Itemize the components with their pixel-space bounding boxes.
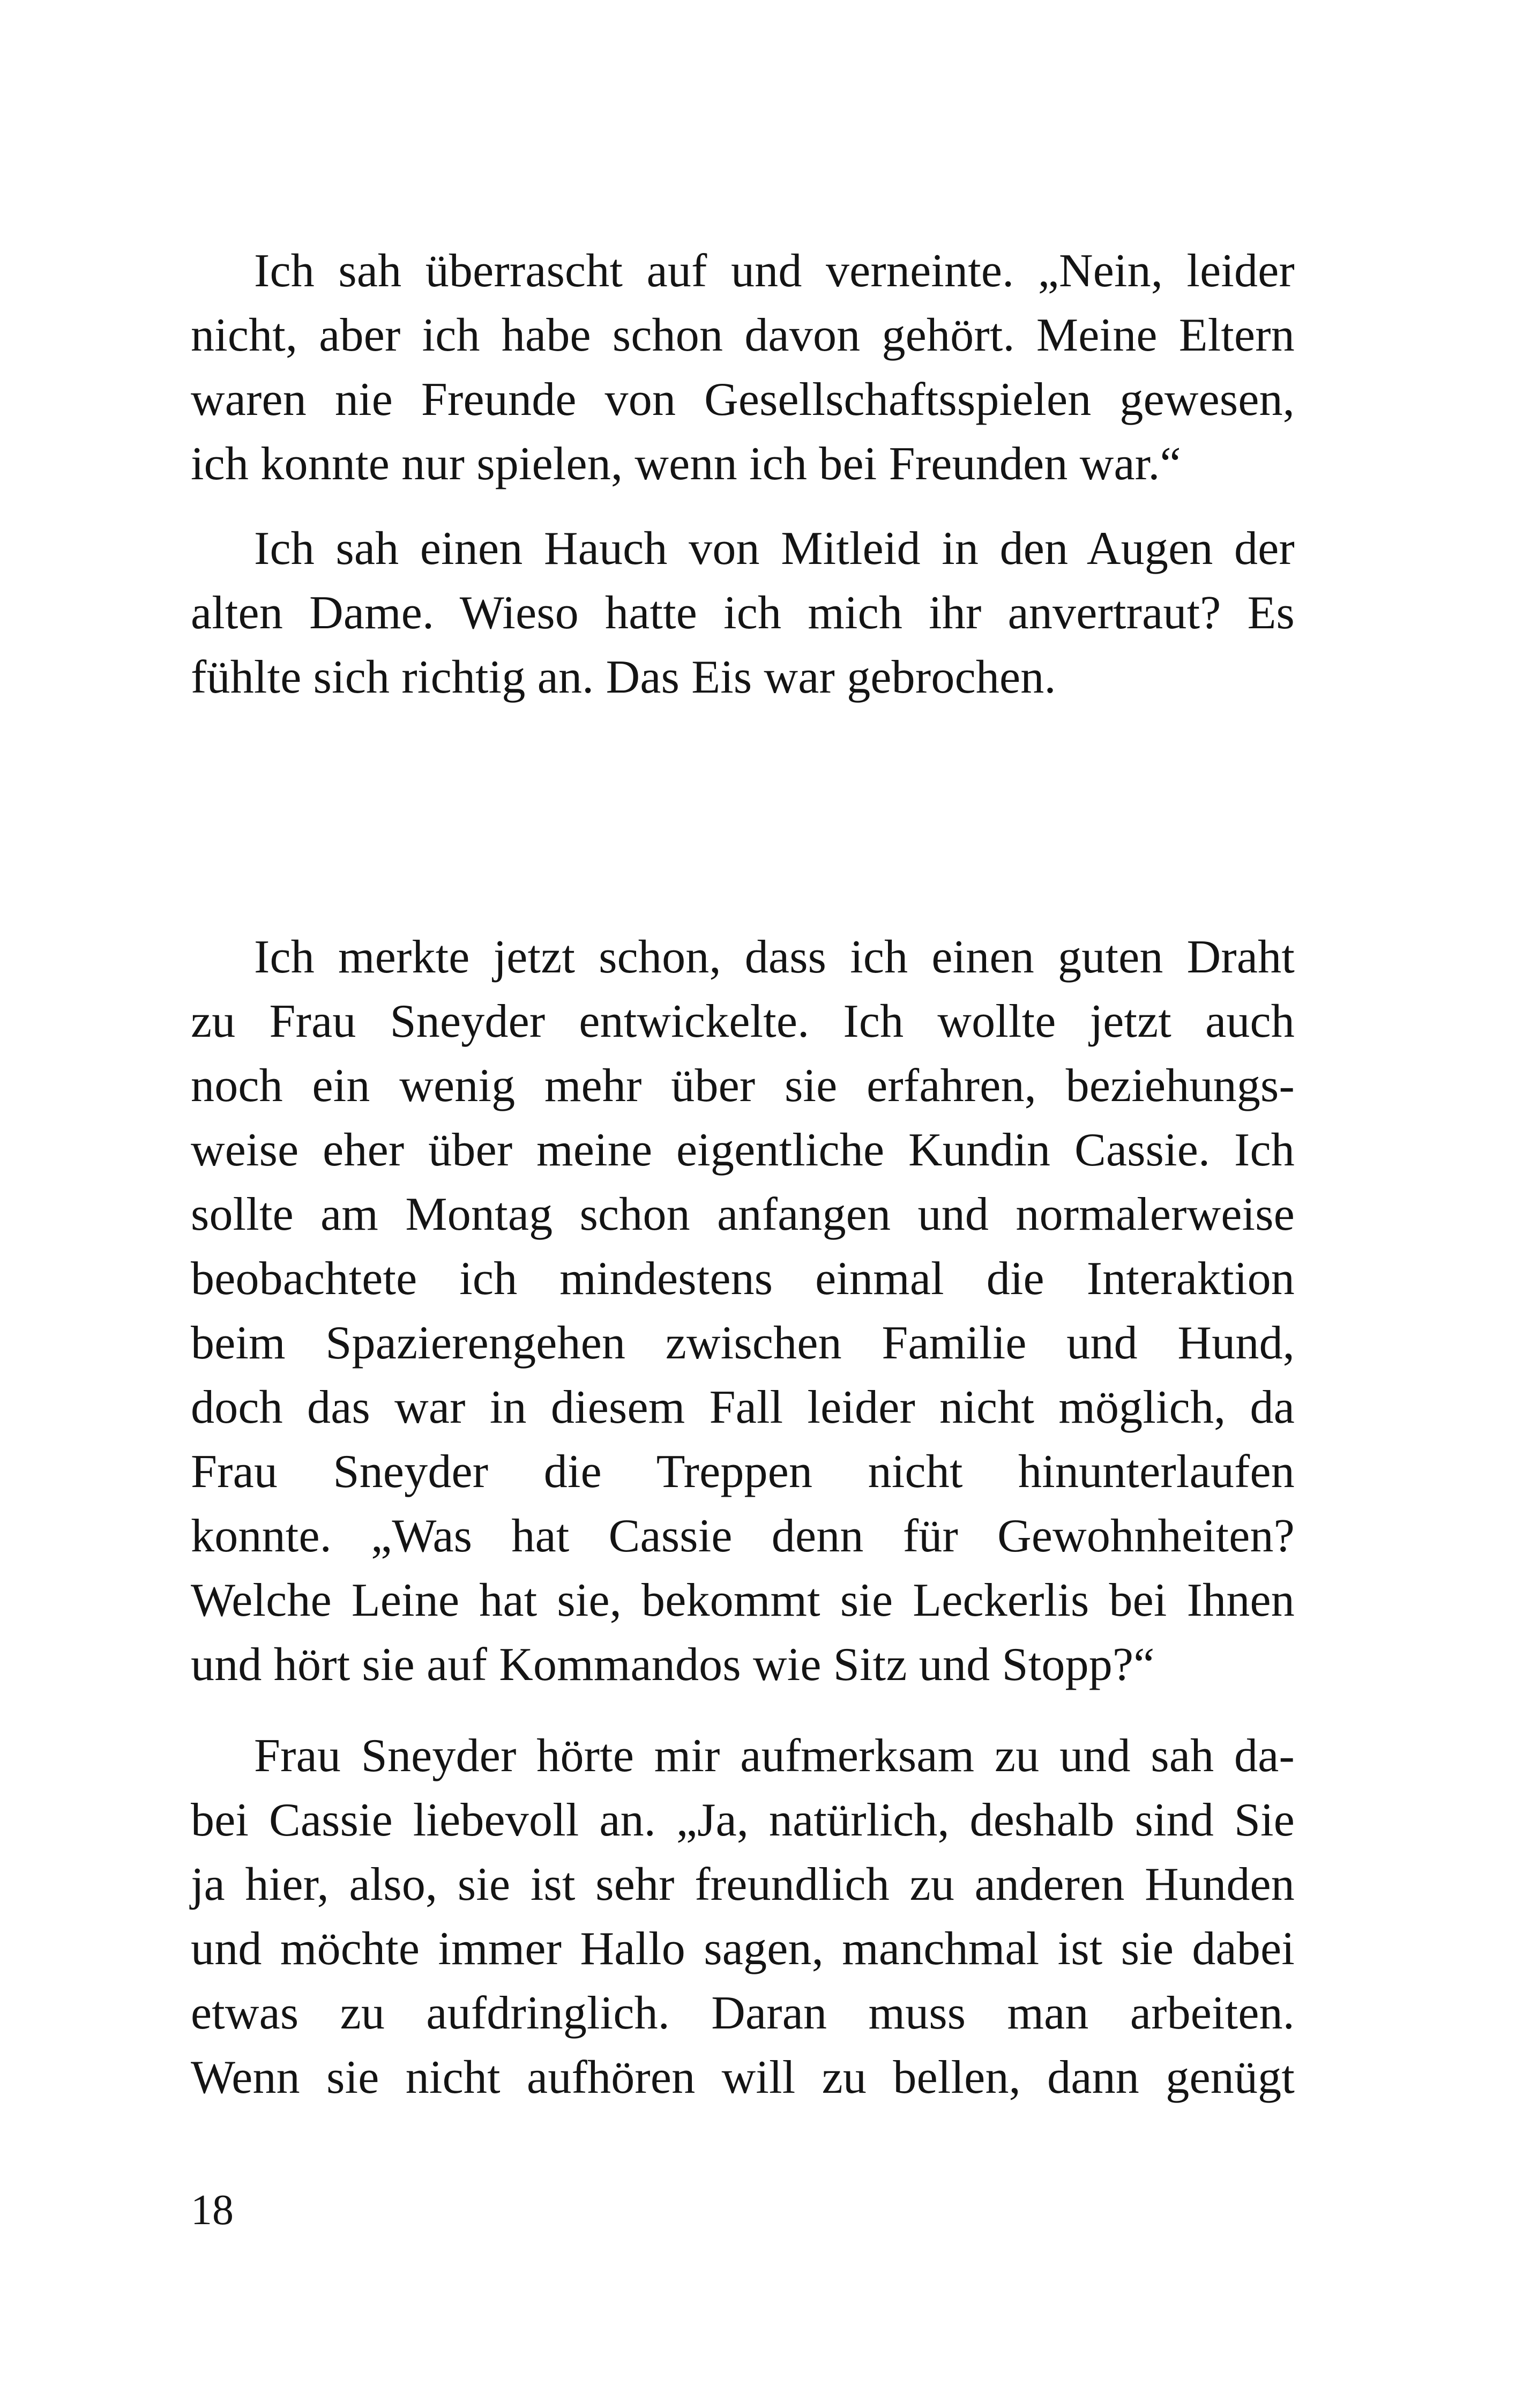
paragraph-line: fühlte sich richtig an. Das Eis war gebrochen.: [191, 651, 1056, 703]
paragraph-line: Ich sah einen Hauch von Mitleid in den Augen der: [254, 523, 1295, 575]
page-number: 18: [191, 2187, 234, 2234]
paragraph-line: weise eher über meine eigentliche Kundin Cassie. Ich: [191, 1124, 1295, 1176]
paragraph-line: ja hier, also, sie ist sehr freundlich zu anderen Hunden: [191, 1859, 1295, 1911]
paragraph-line: Wenn sie nicht aufhören will zu bellen, dann genügt: [191, 2052, 1295, 2104]
paragraph-line: Frau Sneyder hörte mir aufmerksam zu und sah da-: [254, 1730, 1295, 1782]
paragraph-line: Ich merkte jetzt schon, dass ich einen guten Draht: [254, 931, 1295, 983]
paragraph-line: und hört sie auf Kommandos wie Sitz und Stopp?“: [191, 1639, 1155, 1691]
paragraph-line: beim Spazierengehen zwischen Familie und Hund,: [191, 1317, 1295, 1369]
paragraph-line: sollte am Montag schon anfangen und normalerweise: [191, 1188, 1295, 1240]
paragraph-line: Frau Sneyder die Treppen nicht hinunterlaufen: [191, 1446, 1295, 1498]
paragraph-line: Ich sah überrascht auf und verneinte. „Nein, leider: [254, 245, 1295, 297]
paragraph-line: und möchte immer Hallo sagen, manchmal ist sie dabei: [191, 1923, 1295, 1975]
paragraph-line: alten Dame. Wieso hatte ich mich ihr anvertraut? Es: [191, 587, 1295, 639]
paragraph-line: doch das war in diesem Fall leider nicht möglich, da: [191, 1381, 1295, 1433]
paragraph-line: ich konnte nur spielen, wenn ich bei Freunden war.“: [191, 438, 1181, 490]
paragraph-line: etwas zu aufdringlich. Daran muss man arbeiten.: [191, 1987, 1295, 2039]
paragraph-line: zu Frau Sneyder entwickelte. Ich wollte jetzt auch: [191, 995, 1295, 1047]
paragraph-line: konnte. „Was hat Cassie denn für Gewohnheiten?: [191, 1510, 1295, 1562]
paragraph-line: beobachtete ich mindestens einmal die Interaktion: [191, 1253, 1295, 1305]
paragraph-line: nicht, aber ich habe schon davon gehört. Meine Eltern: [191, 309, 1295, 361]
paragraph-1: [191, 239, 1295, 496]
paragraph-2: [191, 517, 1295, 710]
paragraph-line: noch ein wenig mehr über sie erfahren, beziehungs-: [191, 1060, 1295, 1112]
paragraph-3: [191, 925, 1295, 1697]
paragraph-line: Welche Leine hat sie, bekommt sie Leckerlis bei Ihnen: [191, 1574, 1295, 1626]
paragraph-line: waren nie Freunde von Gesellschaftsspielen gewesen,: [191, 374, 1295, 426]
paragraph-line: bei Cassie liebevoll an. „Ja, natürlich, deshalb sind Sie: [191, 1794, 1295, 1846]
paragraph-4: [191, 1724, 1295, 2110]
